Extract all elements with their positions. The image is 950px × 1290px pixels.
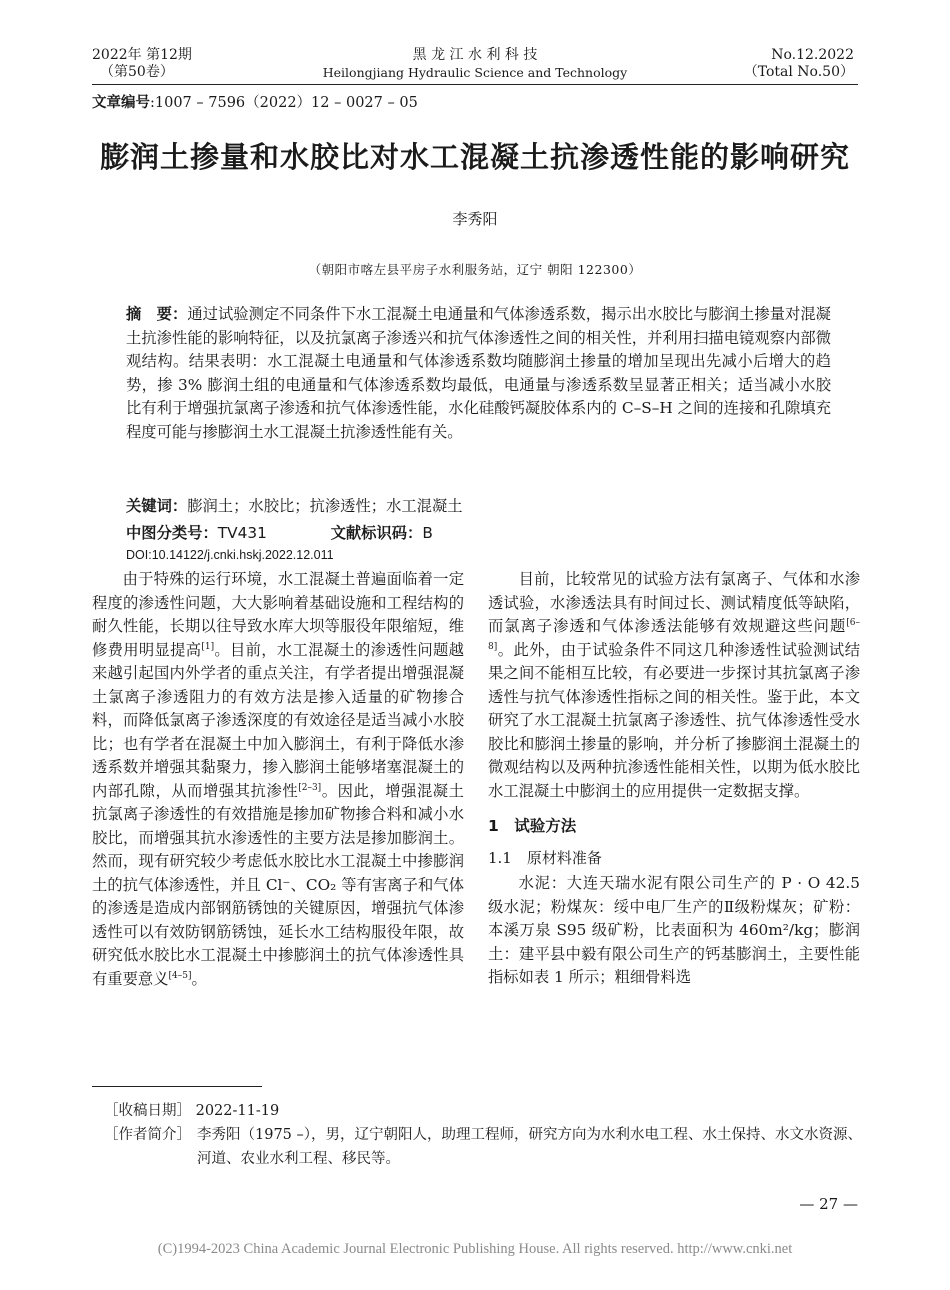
keywords [126, 494, 463, 516]
footnote-rule [92, 1086, 262, 1087]
right-column [488, 568, 860, 990]
journal-name-cn: 黑 龙 江 水 利 科 技 [412, 47, 538, 63]
abstract-label: 摘 要： [126, 305, 188, 323]
clc-label: 中图分类号： [126, 524, 218, 542]
article-number-label: 文章编号 [92, 95, 150, 111]
journal-name-en: Heilongjiang Hydraulic Science and Technology [322, 65, 628, 80]
methods-intro-paragraph [488, 568, 860, 803]
volume-line: （第50卷） [100, 64, 174, 80]
issue-line: 2022年 第12期 [92, 47, 192, 63]
abstract-text: 通过试验测定不同条件下水工混凝土电通量和气体渗透系数，揭示出水胶比与膨润土掺量对混凝土抗渗性能的影响特征，以及抗氯离子渗透兴和抗气体渗透性之间的相关性，并利用扫描电镜观察内部微观结构。结果表明：水工混凝土电通量和气体渗透系数均随膨润土掺量的增加呈现出先减小后增大的趋势，掺 3% 膨润土组的电通量和气体渗透系数均最低，电通量与渗透系数呈显著正相关；适当减小水胶比有利于增强抗氯离子渗透和抗气体渗透性能，水化硅酸钙凝胶体系内的 C–S–H 之间的连接和孔隙填充程度可能与掺膨润土水工混凝土抗渗透性能有关。 [126, 305, 831, 441]
doc-code-label: 文献标识码： [330, 524, 423, 542]
materials-paragraph: 水泥：大连天瑞水泥有限公司生产的 P · O 42.5 级水泥；粉煤灰：绥中电厂生产的Ⅱ级粉煤灰；矿粉：本溪万泉 S95 级矿粉，比表面积为 460m²/kg；膨润土：建平县中毅有限公司生产的钙基膨润土，主要性能指标如表 1 所示；粗细骨料选 [488, 874, 860, 986]
doi: DOI:10.14122/j.cnki.hskj.2022.12.011 [126, 548, 334, 562]
footnote [104, 1099, 874, 1171]
classification [126, 521, 433, 543]
intro-text-a: 由于特殊的运行环境，水工混凝土普遍面临着一定程度的渗透性问题，大大影响着基础设施和工程结构的耐久性能，长期以往导致水库大坝等服役年限缩短，维修费用明显提高 [92, 570, 464, 659]
intro-text-d: 。 [191, 969, 207, 988]
citation-ref[interactable]: [4–5] [168, 970, 192, 981]
intro-text-b: 。目前，水工混凝土的渗透性问题越来越引起国内外学者的重点关注，有学者提出增强混凝土氯离子渗透阻力的有效方法是掺入适量的矿物掺合料，而降低氯离子渗透深度的有效途径是适当减小水胶比；也有学者在混凝土中加入膨润土，有利于降低水渗透系数并增强其黏聚力，掺入膨润土能够堵塞混凝土的内部孔隙，从而增强其抗渗性 [92, 640, 464, 800]
total-line: （Total No.50） [743, 64, 854, 80]
abstract [126, 303, 831, 445]
received-label: ［收稿日期］ [104, 1103, 191, 1119]
keywords-text: 膨润土；水胶比；抗渗透性；水工混凝土 [187, 497, 463, 515]
journal-issue [92, 47, 192, 81]
intro-paragraph [92, 568, 464, 991]
doc-code-value: B [422, 524, 433, 542]
journal-number [744, 47, 854, 81]
author-bio [104, 1123, 874, 1171]
received-date [104, 1099, 874, 1123]
author-bio-label: ［作者简介］ [104, 1127, 191, 1143]
section-heading: 1 试验方法 [488, 817, 577, 835]
author-bio-text: 李秀阳（1975 –），男，辽宁朝阳人，助理工程师，研究方向为水利水电工程、水土保持、水文水资源、河道、农业水利工程、移民等。 [197, 1127, 863, 1167]
page-title: 膨润土掺量和水胶比对水工混凝土抗渗透性能的影响研究 [99, 140, 850, 174]
citation-ref[interactable]: [6–8] [488, 617, 860, 652]
left-column [92, 568, 464, 991]
intro-text-c: 。因此，增强混凝土抗氯离子渗透性的有效措施是掺加矿物掺合料和减小水胶比，而增强其抗水渗透性的主要方法是掺加膨润土。然而，现有研究较少考虑低水胶比水工混凝土中掺膨润土的抗气体渗透性，并且 Cl⁻、CO₂ 等有害离子和气体的渗透是造成内部钢筋锈蚀的关键原因，增强抗气体渗透性可以有效防钢筋锈蚀，延长水工结构服役年限，故研究低水胶比水工混凝土中掺膨润土的抗气体渗透性具有重要意义 [92, 781, 464, 988]
affiliation: （朝阳市喀左县平房子水利服务站，辽宁 朝阳 122300） [308, 262, 642, 277]
citation-ref[interactable]: [2–3] [298, 782, 322, 793]
methods-intro-text-a: 目前，比较常见的试验方法有氯离子、气体和水渗透试验，水渗透法具有时间过长、测试精度低等缺陷，而氯离子渗透和气体渗透法能够有效规避这些问题 [488, 570, 860, 635]
methods-intro-text-b: 。此外，由于试验条件不同这几种渗透性试验测试结果之间不能相互比较，有必要进一步探讨其抗氯离子渗透性与抗气体渗透性指标之间的相关性。鉴于此，本文研究了水工混凝土抗氯离子渗透性、抗气体渗透性受水胶比和膨润土掺量的影响，并分析了掺膨润土混凝土的微观结构以及两种抗渗透性能相关性，以期为低水胶比水工混凝土中膨润土的应用提供一定数据支撑。 [488, 640, 860, 800]
journal-name [300, 47, 650, 81]
subsection-heading: 1.1 原材料准备 [488, 848, 602, 867]
article-number-value: :1007 – 7596（2022）12 – 0027 – 05 [150, 95, 418, 111]
clc-value: TV431 [217, 524, 267, 542]
number-line: No.12.2022 [771, 47, 854, 63]
author-name: 李秀阳 [452, 210, 498, 228]
keywords-label: 关键词： [126, 497, 188, 515]
page-number: — 27 — [799, 1195, 858, 1213]
header-rule [92, 84, 858, 85]
citation-ref[interactable]: [1] [201, 641, 215, 652]
received-value: 2022-11-19 [195, 1103, 280, 1119]
article-number [92, 91, 418, 112]
copyright-notice: (C)1994-2023 China Academic Journal Electronic Publishing House. All rights reserved. http://www.cnki.net [157, 1241, 793, 1257]
